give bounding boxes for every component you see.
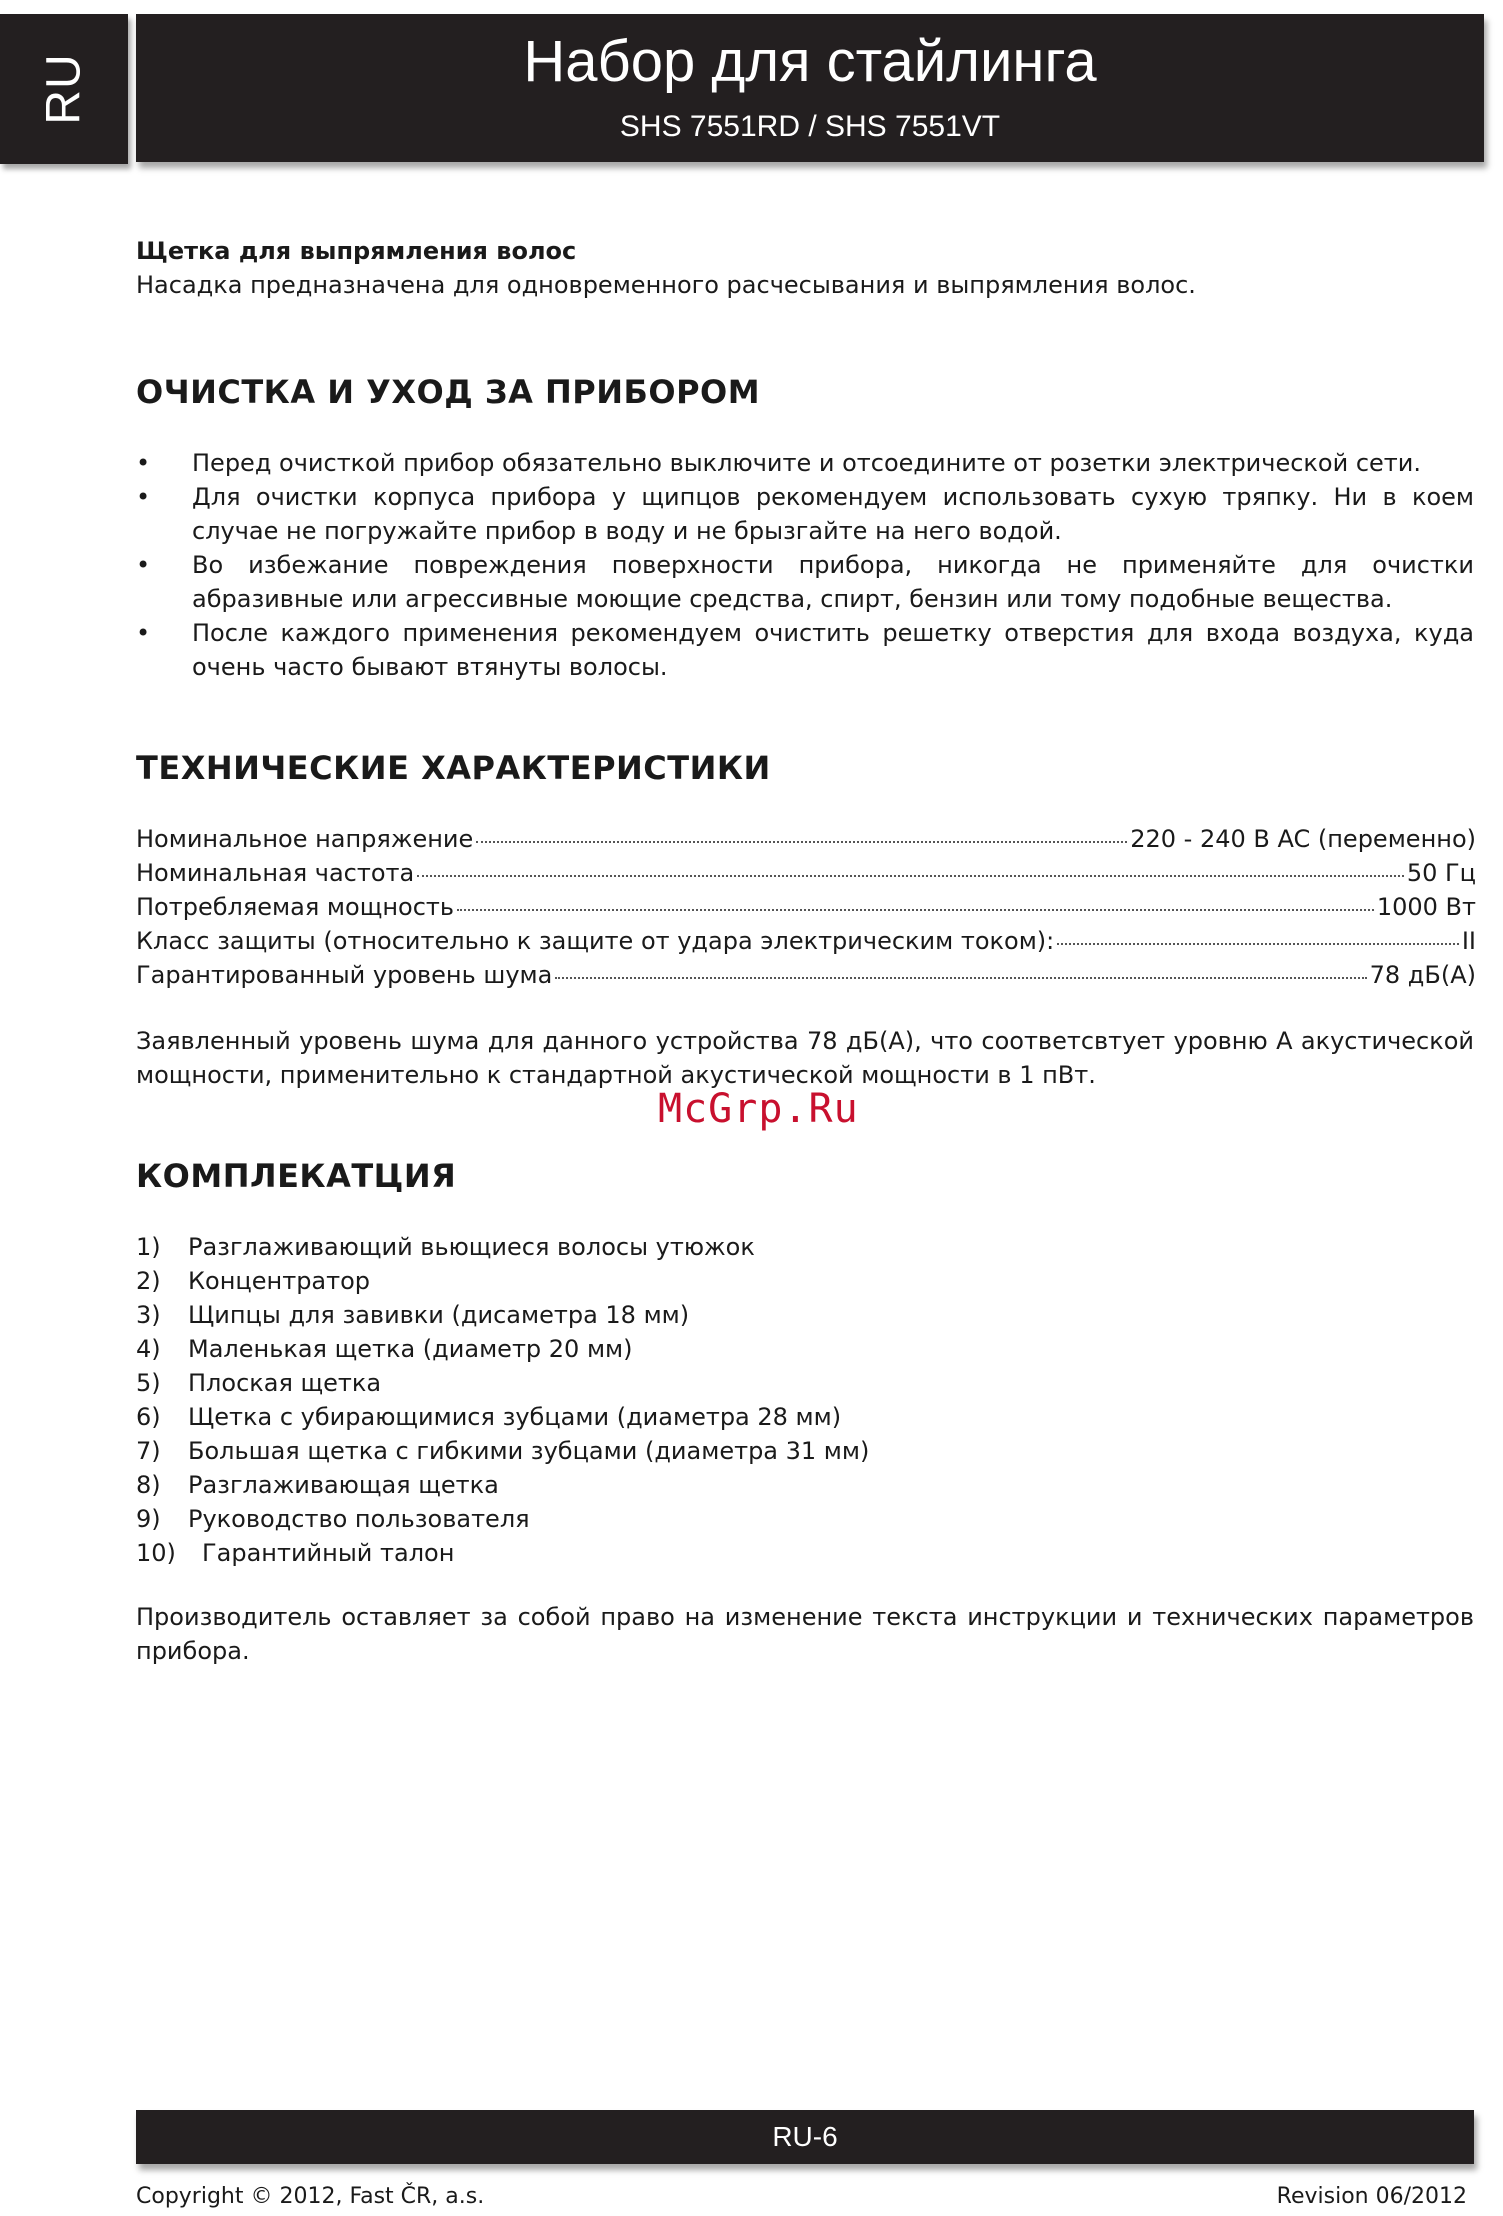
spec-label: Гарантированный уровень шума <box>136 961 553 989</box>
item-number: 2) <box>136 1267 161 1295</box>
page-title: Набор для стайлинга <box>523 29 1097 94</box>
brush-section <box>136 234 1474 302</box>
item-number: 8) <box>136 1471 161 1499</box>
package-heading: КОМПЛЕКАТЦИЯ <box>136 1157 457 1195</box>
header-bar <box>136 14 1484 162</box>
copyright-text: Copyright © 2012, Fast ČR, a.s. <box>136 2184 485 2209</box>
spec-label: Номинальное напряжение <box>136 825 474 853</box>
item-text: Большая щетка с гибкими зубцами (диаметра 31 мм) <box>188 1437 870 1465</box>
item-text: Руководство пользователя <box>188 1505 530 1533</box>
list-item: • Перед очисткой прибор обязательно выключите и отсоедините от розетки электрической сети. <box>136 446 1474 480</box>
list-item <box>136 1434 1474 1468</box>
spec-row <box>136 856 1476 890</box>
item-number: 3) <box>136 1301 161 1329</box>
noise-note: Заявленный уровень шума для данного устройства 78 дБ(A), что соответсвтует уровню A акустической мощности, применительно к стандартной акустической мощности в 1 пВт. <box>136 1027 1474 1089</box>
spec-row <box>136 924 1476 958</box>
spec-row <box>136 822 1476 856</box>
footer-bar <box>136 2110 1474 2164</box>
revision-text: Revision 06/2012 <box>1276 2184 1467 2209</box>
list-item: • Во избежание повреждения поверхности прибора, никогда не применяйте для очистки абразивные или агрессивные моющие средства, спирт, бензин или тому подобные вещества. <box>136 548 1474 616</box>
item-number: 10) <box>136 1539 176 1567</box>
page-number: RU-6 <box>772 2121 838 2152</box>
list-item <box>136 1298 1474 1332</box>
language-tab <box>0 14 128 164</box>
list-item <box>136 1502 1474 1536</box>
cleaning-list <box>136 446 1474 684</box>
spec-value: 50 Гц <box>1406 859 1476 887</box>
dot-leader <box>457 909 1374 911</box>
spec-row <box>136 958 1476 992</box>
specs-section <box>136 748 1474 788</box>
item-number: 4) <box>136 1335 161 1363</box>
dot-leader <box>476 841 1127 843</box>
item-text: Щипцы для завивки (дисаметра 18 мм) <box>188 1301 690 1329</box>
item-text: Концентратор <box>188 1267 371 1295</box>
item-number: 9) <box>136 1505 161 1533</box>
package-list <box>136 1230 1474 1570</box>
item-text: Разглаживающий вьющиеся волосы утюжок <box>188 1233 755 1261</box>
spec-value: 1000 Вт <box>1376 893 1476 921</box>
specs-heading: ТЕХНИЧЕСКИЕ ХАРАКТЕРИСТИКИ <box>136 749 771 787</box>
spec-value: 220 - 240 В AC (переменно) <box>1130 825 1476 853</box>
language-code: RU <box>37 53 91 125</box>
list-item: • Для очистки корпуса прибора у щипцов рекомендуем использовать сухую тряпку. Ни в коем случае не погружайте прибор в воду и не брызгайте на него водой. <box>136 480 1474 548</box>
manufacturer-note: Производитель оставляет за собой право на изменение текста инструкции и технических параметров прибора. <box>136 1603 1474 1665</box>
item-text: Щетка с убирающимися зубцами (диаметра 28 мм) <box>188 1403 842 1431</box>
list-item <box>136 1264 1474 1298</box>
item-number: 6) <box>136 1403 161 1431</box>
spec-row <box>136 890 1476 924</box>
watermark-text: McGrp.Ru <box>658 1086 859 1132</box>
brush-title: Щетка для выпрямления волос <box>136 237 577 265</box>
cleaning-heading: ОЧИСТКА И УХОД ЗА ПРИБОРОМ <box>136 373 761 411</box>
package-section <box>136 1156 1474 1196</box>
spec-value: 78 дБ(A) <box>1369 961 1476 989</box>
spec-label: Класс защиты (относительно к защите от удара электрическим током): <box>136 927 1055 955</box>
item-text: Разглаживающая щетка <box>188 1471 499 1499</box>
spec-value: II <box>1461 927 1476 955</box>
dot-leader <box>1057 943 1459 945</box>
list-item <box>136 1332 1474 1366</box>
list-item <box>136 1230 1474 1264</box>
list-item: • После каждого применения рекомендуем очистить решетку отверстия для входа воздуха, куда очень часто бывают втянуты волосы. <box>136 616 1474 684</box>
cleaning-list-wrap <box>136 446 1474 684</box>
model-subtitle: SHS 7551RD / SHS 7551VT <box>619 110 1001 143</box>
item-number: 7) <box>136 1437 161 1465</box>
spec-label: Потребляемая мощность <box>136 893 455 921</box>
specs-table <box>136 822 1476 992</box>
cleaning-section <box>136 372 1474 412</box>
item-number: 5) <box>136 1369 161 1397</box>
dot-leader <box>555 977 1366 979</box>
list-item <box>136 1400 1474 1434</box>
item-text: Плоская щетка <box>188 1369 382 1397</box>
spec-label: Номинальная частота <box>136 859 415 887</box>
item-text: Гарантийный талон <box>202 1539 455 1567</box>
list-item <box>136 1536 1474 1570</box>
package-list-wrap <box>136 1230 1474 1570</box>
list-item <box>136 1468 1474 1502</box>
brush-text: Насадка предназначена для одновременного расчесывания и выпрямления волос. <box>136 271 1196 299</box>
item-number: 1) <box>136 1233 161 1261</box>
item-text: Маленькая щетка (диаметр 20 мм) <box>188 1335 633 1363</box>
dot-leader <box>417 875 1404 877</box>
list-item <box>136 1366 1474 1400</box>
